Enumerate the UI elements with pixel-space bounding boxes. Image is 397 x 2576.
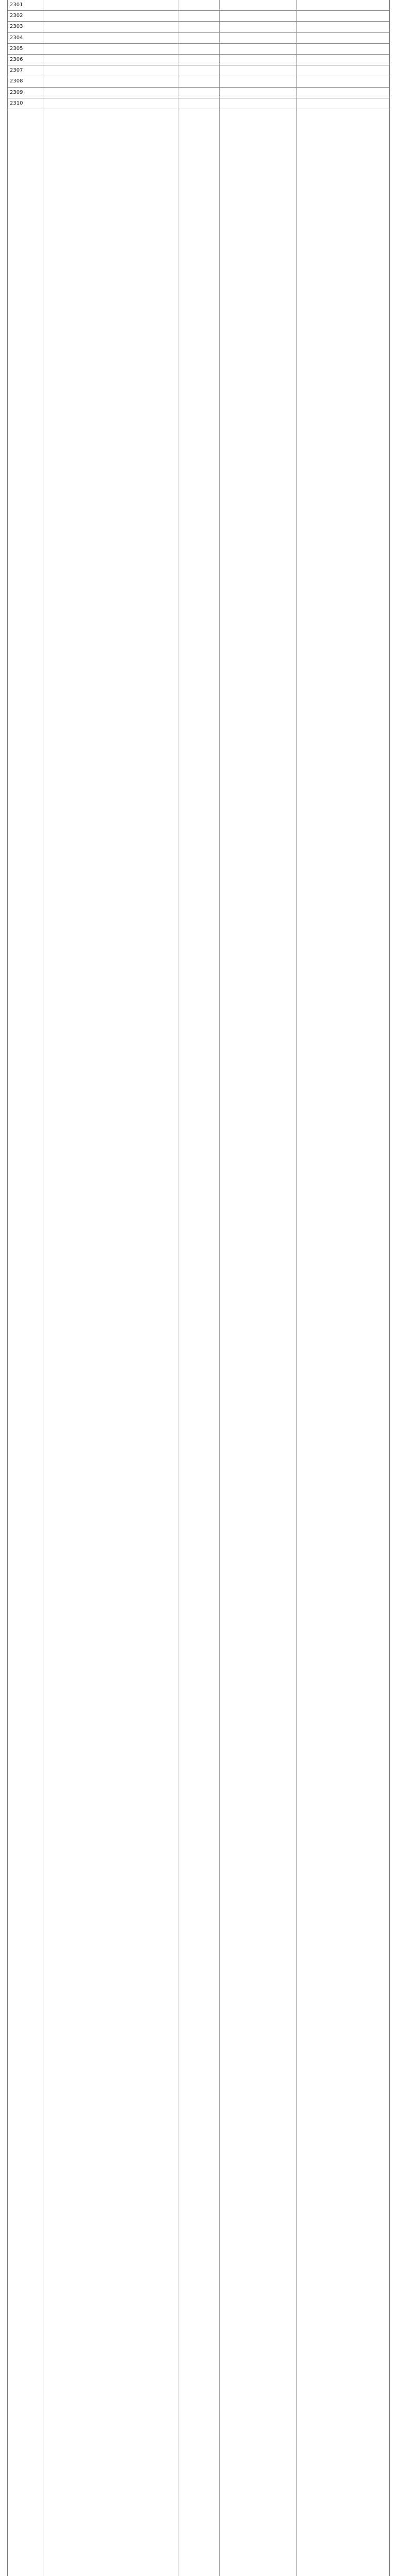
row-min-score (255, 44, 291, 54)
table-row (8, 65, 389, 76)
row-plan-count (179, 33, 215, 43)
table-row (8, 55, 389, 65)
row-code: 2310 (10, 100, 23, 106)
row-code: 2306 (10, 56, 23, 62)
row-min-rank (327, 44, 381, 54)
row-school-name (46, 33, 177, 43)
column-divider (219, 0, 220, 2576)
row-code: 2309 (10, 89, 23, 95)
row-min-score (255, 76, 291, 87)
row-min-score (255, 22, 291, 32)
row-plan-count (179, 11, 215, 21)
row-min-rank (327, 33, 381, 43)
row-plan-count (179, 88, 215, 98)
row-plan-count (179, 55, 215, 65)
row-school-name (46, 65, 177, 76)
row-school-name (46, 0, 177, 10)
table-row (8, 76, 389, 87)
column-divider (296, 0, 297, 2576)
row-min-rank (327, 65, 381, 76)
row-school-name (46, 22, 177, 32)
row-plan-count (179, 98, 215, 109)
row-school-name (46, 44, 177, 54)
row-school-name (46, 11, 177, 21)
row-plan-count (179, 44, 215, 54)
row-min-rank (327, 22, 381, 32)
table-row (8, 88, 389, 98)
row-plan-count (179, 22, 215, 32)
table-row (8, 22, 389, 32)
row-code: 2307 (10, 67, 23, 74)
table-rows (8, 0, 389, 109)
row-code: 2308 (10, 78, 23, 84)
row-plan-count (179, 0, 215, 10)
row-min-rank (327, 55, 381, 65)
row-min-rank (327, 98, 381, 109)
row-min-rank (327, 88, 381, 98)
row-code: 2301 (10, 2, 23, 8)
row-min-score (255, 98, 291, 109)
row-min-rank (327, 76, 381, 87)
row-min-score (255, 65, 291, 76)
row-school-name (46, 76, 177, 87)
table-row (8, 44, 389, 55)
row-min-rank (327, 0, 381, 10)
row-plan-count (179, 76, 215, 87)
row-school-name (46, 98, 177, 109)
row-school-name (46, 55, 177, 65)
row-min-rank (327, 11, 381, 21)
row-code: 2304 (10, 35, 23, 41)
table-row (8, 11, 389, 22)
row-min-score (255, 11, 291, 21)
row-code: 2305 (10, 45, 23, 52)
row-code: 2303 (10, 24, 23, 30)
row-min-score (255, 0, 291, 10)
row-min-score (255, 88, 291, 98)
row-min-score (255, 33, 291, 43)
table-row (8, 0, 389, 11)
row-school-name (46, 88, 177, 98)
row-plan-count (179, 65, 215, 76)
row-code: 2302 (10, 13, 23, 19)
table-row (8, 98, 389, 109)
table-row (8, 33, 389, 44)
row-min-score (255, 55, 291, 65)
data-table (7, 0, 390, 2576)
